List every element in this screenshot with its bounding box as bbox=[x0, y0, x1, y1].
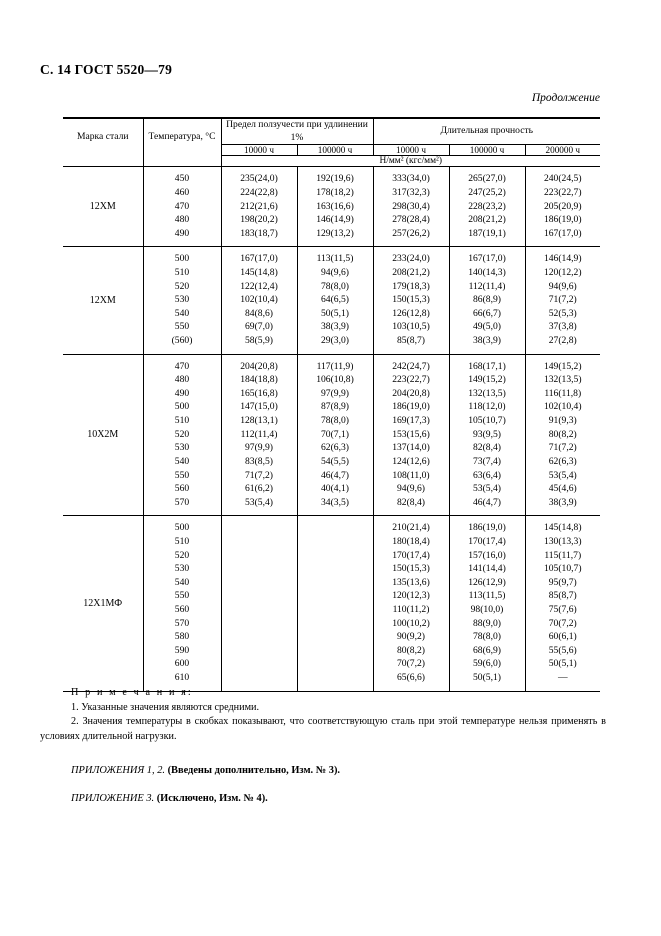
header-creep-limit bbox=[221, 118, 373, 145]
data-value: 85(8,7) bbox=[397, 335, 425, 347]
temperature-cell bbox=[143, 167, 221, 247]
appendix-2-title: ПРИЛОЖЕНИЕ 3. bbox=[71, 793, 155, 804]
data-value: 278(28,4) bbox=[392, 214, 430, 226]
values-cell-ls-200000h bbox=[525, 354, 600, 516]
data-value: 183(18,7) bbox=[240, 227, 278, 239]
data-value bbox=[222, 549, 297, 563]
data-value: 141(14,4) bbox=[468, 563, 506, 575]
header-creep-10000h: 10000 ч bbox=[221, 145, 297, 156]
data-value bbox=[298, 657, 373, 671]
data-value: 70(7,1) bbox=[321, 428, 349, 440]
data-value: 233(24,0) bbox=[392, 253, 430, 265]
steel-grade-cell: 12Х1МФ bbox=[63, 516, 143, 691]
data-value bbox=[222, 535, 297, 549]
header-creep-100000h: 100000 ч bbox=[297, 145, 373, 156]
data-value: 186(19,0) bbox=[468, 522, 506, 534]
data-value: 224(22,8) bbox=[240, 186, 278, 198]
data-value: 178(18,2) bbox=[316, 186, 354, 198]
data-value: 82(8,4) bbox=[397, 496, 425, 508]
data-value: 94(9,6) bbox=[397, 483, 425, 495]
temperature-value: 570 bbox=[174, 496, 190, 508]
data-value: 333(34,0) bbox=[392, 173, 430, 185]
values-cell-ls-200000h bbox=[525, 516, 600, 691]
data-value bbox=[298, 535, 373, 549]
temperature-value: 530 bbox=[174, 563, 190, 575]
note-item-2: 2. Значения температуры в скобках показывают, что соответствующую сталь при этой температуре нельзя применять в условиях длительной нагрузки. bbox=[40, 716, 606, 743]
temperature-value: 460 bbox=[174, 186, 190, 198]
data-value: 163(16,6) bbox=[316, 200, 354, 212]
data-value: 62(6,3) bbox=[548, 455, 577, 467]
temperature-value: 550 bbox=[174, 590, 190, 602]
data-value: 53(5,4) bbox=[548, 469, 577, 481]
data-value: 83(8,5) bbox=[245, 455, 273, 467]
temperature-value: 600 bbox=[174, 658, 190, 670]
temperature-value: 530 bbox=[174, 442, 190, 454]
data-value: 73(7,4) bbox=[473, 455, 501, 467]
values-cell-ls-200000h bbox=[525, 247, 600, 354]
data-value: 113(11,5) bbox=[316, 253, 354, 265]
data-value: 88(9,0) bbox=[473, 617, 501, 629]
data-value: 84(8,6) bbox=[245, 307, 273, 319]
data-value: 116(11,8) bbox=[544, 387, 582, 399]
header-ls-100000h: 100000 ч bbox=[449, 145, 525, 156]
values-cell-creep-100000h bbox=[297, 247, 373, 354]
data-value bbox=[298, 589, 373, 603]
data-value: 212(21,6) bbox=[240, 200, 278, 212]
data-value bbox=[298, 630, 373, 644]
data-value: 180(18,4) bbox=[392, 535, 430, 547]
units-spacer-temperature bbox=[143, 156, 221, 167]
header-ls-10000h: 10000 ч bbox=[373, 145, 449, 156]
data-value bbox=[298, 521, 373, 535]
data-value: 149(15,2) bbox=[468, 374, 506, 386]
data-value: 317(32,3) bbox=[392, 186, 430, 198]
temperature-cell bbox=[143, 516, 221, 691]
values-cell-creep-10000h bbox=[221, 247, 297, 354]
temperature-value: 590 bbox=[174, 644, 190, 656]
header-row-units bbox=[63, 156, 600, 167]
data-value: 204(20,8) bbox=[240, 360, 278, 372]
data-value: 150(15,3) bbox=[392, 563, 430, 575]
temperature-value: (560) bbox=[171, 335, 193, 347]
data-value bbox=[298, 603, 373, 617]
data-value bbox=[298, 617, 373, 631]
data-value: 265(27,0) bbox=[468, 173, 506, 185]
data-value: 105(10,7) bbox=[543, 563, 582, 575]
data-value: 184(18,8) bbox=[240, 374, 278, 386]
data-value: 223(22,7) bbox=[392, 374, 430, 386]
data-value: 146(14,9) bbox=[543, 253, 582, 265]
continuation-label: Продолжение bbox=[531, 92, 600, 104]
data-value bbox=[222, 657, 297, 671]
data-value: 55(5,6) bbox=[548, 644, 577, 656]
temperature-value: 480 bbox=[174, 214, 190, 226]
temperature-value: 570 bbox=[174, 617, 190, 629]
temperature-value: 510 bbox=[174, 535, 190, 547]
data-value: 167(17,0) bbox=[240, 253, 278, 265]
data-value: 110(11,2) bbox=[392, 603, 430, 615]
data-value: 102(10,4) bbox=[543, 401, 582, 413]
values-cell-ls-200000h bbox=[525, 167, 600, 247]
values-cell-ls-10000h bbox=[373, 516, 449, 691]
data-value: 153(15,6) bbox=[392, 428, 430, 440]
data-value: — bbox=[557, 672, 568, 684]
header-temperature bbox=[143, 118, 221, 156]
data-value: 50(5,1) bbox=[548, 658, 577, 670]
data-value: 61(6,2) bbox=[245, 483, 273, 495]
data-value: 167(17,0) bbox=[543, 227, 582, 239]
data-value bbox=[298, 671, 373, 685]
data-value: 146(14,9) bbox=[316, 214, 354, 226]
data-value: 50(5,1) bbox=[473, 672, 501, 684]
data-value: 108(11,0) bbox=[392, 469, 430, 481]
data-value: 130(13,3) bbox=[543, 535, 582, 547]
data-value: 132(13,5) bbox=[468, 387, 506, 399]
data-value: 50(5,1) bbox=[321, 307, 349, 319]
header-long-term-strength: Длительная прочность bbox=[373, 118, 600, 145]
table-block-row bbox=[63, 516, 600, 691]
temperature-value: 560 bbox=[174, 603, 190, 615]
values-cell-ls-10000h bbox=[373, 167, 449, 247]
temperature-value: 610 bbox=[174, 672, 190, 684]
temperature-value: 540 bbox=[174, 576, 190, 588]
data-value bbox=[298, 644, 373, 658]
data-value: 247(25,2) bbox=[468, 186, 506, 198]
data-value: 169(17,3) bbox=[392, 415, 430, 427]
data-value: 38(3,9) bbox=[473, 335, 501, 347]
data-value bbox=[298, 562, 373, 576]
gost-table bbox=[63, 117, 600, 692]
data-value: 128(13,1) bbox=[240, 415, 278, 427]
data-value: 53(5,4) bbox=[473, 483, 501, 495]
temperature-value: 580 bbox=[174, 631, 190, 643]
table-header-group bbox=[63, 118, 600, 167]
data-value: 168(17,1) bbox=[468, 360, 506, 372]
values-cell-creep-100000h bbox=[297, 167, 373, 247]
notes-section bbox=[40, 686, 606, 745]
data-value: 80(8,2) bbox=[397, 644, 425, 656]
data-value: 170(17,4) bbox=[468, 535, 506, 547]
data-value: 70(7,2) bbox=[548, 617, 577, 629]
data-value: 167(17,0) bbox=[468, 253, 506, 265]
data-value: 157(16,0) bbox=[468, 549, 506, 561]
temperature-value: 500 bbox=[174, 253, 190, 265]
data-value: 126(12,8) bbox=[392, 307, 430, 319]
steel-grade-cell: 12ХМ bbox=[63, 167, 143, 247]
data-value: 38(3,9) bbox=[321, 321, 349, 333]
data-value: 38(3,9) bbox=[548, 496, 577, 508]
data-value: 122(12,4) bbox=[240, 280, 278, 292]
data-value: 103(10,5) bbox=[392, 321, 430, 333]
data-value bbox=[222, 630, 297, 644]
data-value: 63(6,4) bbox=[473, 469, 501, 481]
data-value: 93(9,5) bbox=[473, 428, 501, 440]
data-value: 120(12,2) bbox=[543, 266, 582, 278]
temperature-value: 550 bbox=[174, 321, 190, 333]
data-value: 149(15,2) bbox=[543, 360, 582, 372]
values-cell-ls-100000h bbox=[449, 516, 525, 691]
data-value: 97(9,9) bbox=[245, 442, 273, 454]
data-value: 46(4,7) bbox=[321, 469, 349, 481]
data-value: 75(7,6) bbox=[548, 603, 577, 615]
data-value: 45(4,6) bbox=[548, 483, 577, 495]
values-cell-ls-10000h bbox=[373, 354, 449, 516]
header-creep-limit-line2: при удлинении 1% bbox=[290, 119, 368, 143]
data-value: 59(6,0) bbox=[473, 658, 501, 670]
data-value: 70(7,2) bbox=[397, 658, 425, 670]
data-value: 78(8,0) bbox=[473, 631, 501, 643]
data-value: 186(19,0) bbox=[543, 214, 582, 226]
values-cell-creep-10000h bbox=[221, 354, 297, 516]
header-temperature-line1: Температура, bbox=[148, 131, 203, 143]
appendix-2-status: (Исключено, Изм. № 4). bbox=[154, 793, 268, 804]
temperature-value: 480 bbox=[174, 374, 190, 386]
data-value: 46(4,7) bbox=[473, 496, 501, 508]
data-value: 187(19,1) bbox=[468, 227, 506, 239]
steel-grade-cell: 10Х2М bbox=[63, 354, 143, 516]
values-cell-ls-100000h bbox=[449, 167, 525, 247]
data-value: 129(13,2) bbox=[316, 227, 354, 239]
data-value bbox=[298, 549, 373, 563]
data-value: 118(12,0) bbox=[468, 401, 506, 413]
data-value bbox=[222, 589, 297, 603]
values-cell-creep-100000h bbox=[297, 516, 373, 691]
data-value bbox=[222, 521, 297, 535]
temperature-value: 520 bbox=[174, 549, 190, 561]
steel-grade-cell: 12ХМ bbox=[63, 247, 143, 354]
table-body-group bbox=[63, 167, 600, 692]
data-value: 97(9,9) bbox=[321, 387, 349, 399]
header-grade: Марка стали bbox=[63, 118, 143, 156]
data-value: 98(10,0) bbox=[470, 603, 504, 615]
data-value: 228(23,2) bbox=[468, 200, 506, 212]
header-creep-limit-line1: Предел ползучести bbox=[226, 119, 305, 130]
data-value: 242(24,7) bbox=[392, 360, 430, 372]
data-value: 240(24,5) bbox=[543, 173, 582, 185]
data-value: 223(22,7) bbox=[543, 186, 582, 198]
temperature-value: 510 bbox=[174, 415, 190, 427]
data-value: 147(15,0) bbox=[240, 401, 278, 413]
data-value: 186(19,0) bbox=[392, 401, 430, 413]
data-value: 170(17,4) bbox=[392, 549, 430, 561]
temperature-value: 560 bbox=[174, 483, 190, 495]
header-temperature-line2: °С bbox=[205, 131, 216, 143]
notes-title: П р и м е ч а н и я: bbox=[71, 687, 193, 698]
temperature-cell bbox=[143, 247, 221, 354]
data-value: 100(10,2) bbox=[392, 617, 430, 629]
data-value: 112(11,4) bbox=[240, 428, 278, 440]
temperature-value: 530 bbox=[174, 294, 190, 306]
data-value: 145(14,8) bbox=[543, 522, 582, 534]
running-head: С. 14 ГОСТ 5520—79 bbox=[40, 62, 173, 77]
data-value: 132(13,5) bbox=[543, 374, 582, 386]
temperature-value: 550 bbox=[174, 469, 190, 481]
data-value: 204(20,8) bbox=[392, 387, 430, 399]
appendix-1-status: (Введены дополнительно, Изм. № 3). bbox=[164, 765, 341, 776]
temperature-value: 470 bbox=[174, 360, 190, 372]
data-value: 135(13,6) bbox=[392, 576, 430, 588]
temperature-value: 500 bbox=[174, 401, 190, 413]
data-value: 192(19,6) bbox=[316, 173, 354, 185]
temperature-value: 450 bbox=[174, 173, 190, 185]
temperature-cell bbox=[143, 354, 221, 516]
data-value: 205(20,9) bbox=[543, 200, 582, 212]
temperature-value: 470 bbox=[174, 200, 190, 212]
data-value: 91(9,3) bbox=[548, 415, 577, 427]
data-value bbox=[222, 603, 297, 617]
data-value bbox=[222, 617, 297, 631]
header-units: Н/мм² (кгс/мм²) bbox=[221, 156, 600, 167]
data-value: 102(10,4) bbox=[240, 294, 278, 306]
appendix-line-2 bbox=[40, 793, 606, 804]
data-value: 40(4,1) bbox=[321, 483, 349, 495]
data-value: 117(11,9) bbox=[316, 360, 354, 372]
data-value: 71(7,2) bbox=[548, 294, 577, 306]
temperature-value: 510 bbox=[174, 266, 190, 278]
data-value bbox=[222, 671, 297, 685]
data-value: 64(6,5) bbox=[321, 294, 349, 306]
data-value: 87(8,9) bbox=[321, 401, 349, 413]
data-value: 257(26,2) bbox=[392, 227, 430, 239]
data-value bbox=[222, 576, 297, 590]
values-cell-creep-100000h bbox=[297, 354, 373, 516]
temperature-value: 540 bbox=[174, 307, 190, 319]
data-value: 137(14,0) bbox=[392, 442, 430, 454]
table-block-row bbox=[63, 167, 600, 247]
data-value: 208(21,2) bbox=[468, 214, 506, 226]
data-value: 179(18,3) bbox=[392, 280, 430, 292]
table-block-row bbox=[63, 247, 600, 354]
table-block-row bbox=[63, 354, 600, 516]
data-value: 106(10,8) bbox=[316, 374, 354, 386]
data-value: 210(21,4) bbox=[392, 522, 430, 534]
data-value: 86(8,9) bbox=[473, 294, 501, 306]
data-value: 71(7,2) bbox=[548, 442, 577, 454]
header-row-top bbox=[63, 118, 600, 145]
data-value: 94(9,6) bbox=[321, 266, 349, 278]
data-value: 53(5,4) bbox=[245, 496, 273, 508]
values-cell-ls-100000h bbox=[449, 247, 525, 354]
data-value: 82(8,4) bbox=[473, 442, 501, 454]
temperature-value: 490 bbox=[174, 227, 190, 239]
data-value: 126(12,9) bbox=[468, 576, 506, 588]
units-spacer-grade bbox=[63, 156, 143, 167]
data-value: 29(3,0) bbox=[321, 335, 349, 347]
data-value: 95(9,7) bbox=[548, 576, 577, 588]
data-value: 58(5,9) bbox=[245, 335, 273, 347]
data-value: 105(10,7) bbox=[468, 415, 506, 427]
data-value: 124(12,6) bbox=[392, 455, 430, 467]
data-value: 208(21,2) bbox=[392, 266, 430, 278]
temperature-value: 520 bbox=[174, 280, 190, 292]
mechanical-properties-table bbox=[63, 117, 600, 692]
data-value: 60(6,1) bbox=[548, 631, 577, 643]
data-value: 65(6,6) bbox=[397, 672, 425, 684]
values-cell-creep-10000h bbox=[221, 516, 297, 691]
temperature-value: 500 bbox=[174, 522, 190, 534]
data-value: 78(8,0) bbox=[321, 280, 349, 292]
data-value: 112(11,4) bbox=[468, 280, 506, 292]
data-value: 298(30,4) bbox=[392, 200, 430, 212]
data-value: 85(8,7) bbox=[548, 590, 577, 602]
appendix-1-title: ПРИЛОЖЕНИЯ 1, 2. bbox=[71, 765, 165, 776]
temperature-value: 490 bbox=[174, 387, 190, 399]
data-value: 37(3,8) bbox=[548, 321, 577, 333]
data-value: 78(8,0) bbox=[321, 415, 349, 427]
data-value: 145(14,8) bbox=[240, 266, 278, 278]
header-ls-200000h: 200000 ч bbox=[525, 145, 600, 156]
data-value: 150(15,3) bbox=[392, 294, 430, 306]
data-value: 90(9,2) bbox=[397, 631, 425, 643]
data-value: 27(2,8) bbox=[548, 335, 577, 347]
data-value: 113(11,5) bbox=[468, 590, 506, 602]
data-value: 34(3,5) bbox=[321, 496, 349, 508]
data-value: 52(5,3) bbox=[548, 307, 577, 319]
temperature-value: 520 bbox=[174, 428, 190, 440]
data-value: 71(7,2) bbox=[245, 469, 273, 481]
data-value: 54(5,5) bbox=[321, 455, 349, 467]
data-value: 94(9,6) bbox=[548, 280, 577, 292]
data-value: 115(11,7) bbox=[544, 549, 582, 561]
data-value bbox=[222, 644, 297, 658]
data-value: 140(14,3) bbox=[468, 266, 506, 278]
data-value: 69(7,0) bbox=[245, 321, 273, 333]
data-value: 120(12,3) bbox=[392, 590, 430, 602]
temperature-value: 540 bbox=[174, 455, 190, 467]
data-value: 66(6,7) bbox=[473, 307, 501, 319]
data-value bbox=[298, 576, 373, 590]
data-value: 235(24,0) bbox=[240, 173, 278, 185]
data-value: 80(8,2) bbox=[548, 428, 577, 440]
data-value: 198(20,2) bbox=[240, 214, 278, 226]
note-item-1: 1. Указанные значения являются средними. bbox=[71, 701, 260, 713]
data-value: 62(6,3) bbox=[321, 442, 349, 454]
data-value bbox=[222, 562, 297, 576]
appendix-line-1 bbox=[40, 765, 606, 776]
data-value: 68(6,9) bbox=[473, 644, 501, 656]
values-cell-ls-10000h bbox=[373, 247, 449, 354]
values-cell-creep-10000h bbox=[221, 167, 297, 247]
data-value: 49(5,0) bbox=[473, 321, 501, 333]
data-value: 165(16,8) bbox=[240, 387, 278, 399]
values-cell-ls-100000h bbox=[449, 354, 525, 516]
